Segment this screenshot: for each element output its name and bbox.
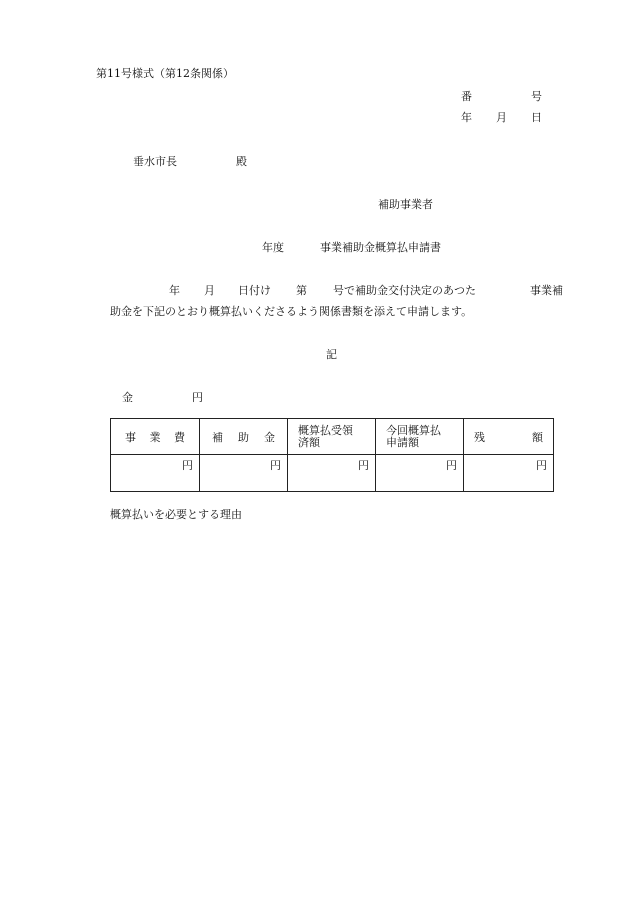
body-dai: 第 <box>296 284 307 297</box>
header-requested-line1: 今回概算払 <box>386 423 441 437</box>
value-requested[interactable] <box>376 455 464 492</box>
value-project-cost[interactable] <box>111 455 200 492</box>
body-line-2: 助金を下記のとおり概算払いくださるよう関係書類を添えて申請します。 <box>110 305 473 318</box>
yen-unit: 円 <box>182 459 193 472</box>
body-year: 年 <box>169 284 180 297</box>
header-received-line1: 概算払受領 <box>298 423 353 437</box>
header-subsidy <box>200 419 288 455</box>
reason-label: 概算払いを必要とする理由 <box>110 508 242 521</box>
yen-unit: 円 <box>270 459 281 472</box>
ki-heading: 記 <box>326 348 337 361</box>
header-char: 補 <box>212 430 223 444</box>
addressee-mayor: 垂水市長 <box>133 155 177 168</box>
header-char: 事 <box>125 430 136 444</box>
date-label-day: 日 <box>531 111 542 124</box>
table-header-row <box>111 419 554 455</box>
body-project: 事業補 <box>530 284 563 297</box>
number-label-ban: 番 <box>461 90 472 103</box>
body-decision-text: 号で補助金交付決定のあつた <box>333 284 476 297</box>
document-title: 事業補助金概算払申請書 <box>320 241 441 254</box>
header-char: 費 <box>174 430 185 444</box>
expense-table <box>110 418 554 492</box>
header-char: 業 <box>149 430 161 444</box>
title-nendo: 年度 <box>262 241 284 254</box>
value-remaining[interactable] <box>464 455 554 492</box>
yen-unit: 円 <box>446 459 457 472</box>
yen-unit: 円 <box>536 459 547 472</box>
header-project-cost <box>111 419 200 455</box>
addressee-dono: 殿 <box>236 155 247 168</box>
date-label-year: 年 <box>461 111 472 124</box>
header-char: 額 <box>532 430 543 444</box>
form-number: 第11号様式（第12条関係） <box>96 67 234 80</box>
header-remaining <box>464 419 554 455</box>
table-value-row <box>111 455 554 492</box>
value-received[interactable] <box>288 455 376 492</box>
body-month: 月 <box>204 284 215 297</box>
header-requested-line2: 申請額 <box>386 435 419 449</box>
value-subsidy[interactable] <box>200 455 288 492</box>
header-char: 助 <box>238 430 249 444</box>
header-char: 金 <box>264 430 275 444</box>
header-char: 残 <box>474 430 485 444</box>
date-label-month: 月 <box>496 111 507 124</box>
number-label-go: 号 <box>531 90 542 103</box>
header-requested <box>376 419 464 455</box>
applicant-label: 補助事業者 <box>378 198 433 211</box>
body-dated: 日付け <box>238 284 271 297</box>
yen-unit: 円 <box>358 459 369 472</box>
header-received <box>288 419 376 455</box>
amount-kin: 金 <box>122 391 133 404</box>
header-received-line2: 済額 <box>298 435 320 449</box>
amount-en: 円 <box>192 391 203 404</box>
